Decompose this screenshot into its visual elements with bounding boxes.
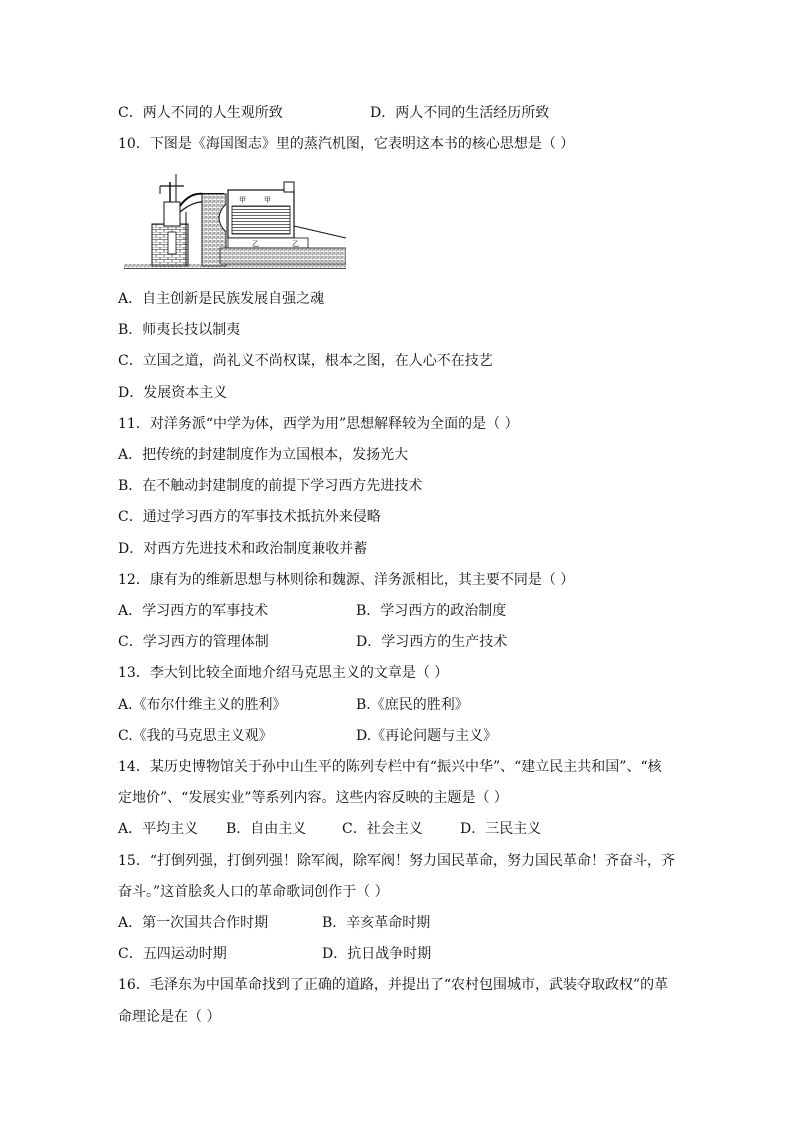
q15-option-c: C．五四运动时期 — [118, 946, 227, 962]
q11-option-b: B．在不触动封建制度的前提下学习西方先进技术 — [118, 478, 423, 494]
figure-label-jia-2: 甲 — [264, 196, 271, 204]
q11-option-d: D．对西方先进技术和政治制度兼收并蓄 — [118, 541, 368, 557]
q15-option-b: B．辛亥革命时期 — [322, 915, 431, 931]
q16-stem-line1: 16．毛泽东为中国革命找到了正确的道路，并提出了“农村包围城市，武装夺取政权”的革 — [118, 977, 669, 993]
q10-option-d: D．发展资本主义 — [118, 385, 228, 401]
q10-option-b: B．师夷长技以制夷 — [118, 322, 241, 338]
q15-option-a: A．第一次国共合作时期 — [118, 915, 269, 931]
q13-stem: 13．李大钊比较全面地介绍马克思主义的文章是（ ） — [118, 665, 449, 681]
q12-options-cd — [118, 633, 718, 651]
q14-stem-line1: 14．某历史博物馆关于孙中山生平的陈列专栏中有“振兴中华”、“建立民主共和国”、“核 — [118, 759, 662, 775]
q12-stem: 12．康有为的维新思想与林则徐和魏源、洋务派相比，其主要不同是（ ） — [118, 572, 575, 588]
q13-options-cd — [118, 727, 718, 745]
q11-option-c: C．通过学习西方的军事技术抵抗外来侵略 — [118, 509, 381, 525]
q14-option-a: A．平均主义 — [118, 821, 199, 837]
q11-stem: 11．对洋务派“中学为体，西学为用”思想解释较为全面的是（ ） — [118, 416, 519, 432]
q13-option-a: A.《布尔什维主义的胜利》 — [118, 697, 287, 713]
q13-option-b: B.《庶民的胜利》 — [356, 697, 469, 713]
q13-option-d: D.《再论问题与主义》 — [356, 728, 498, 744]
q14-stem-line2: 定地价”、“发展实业”等系列内容。这些内容反映的主题是（ ） — [118, 790, 508, 806]
q9-option-d: D．两人不同的生活经历所致 — [370, 105, 550, 121]
q10-option-c: C．立国之道，尚礼义不尚权谋，根本之图，在人心不在技艺 — [118, 353, 493, 369]
q12-option-d: D．学习西方的生产技术 — [356, 634, 508, 650]
steam-engine-figure — [124, 172, 346, 272]
q12-option-b: B．学习西方的政治制度 — [356, 603, 507, 619]
q15-stem-line1: 15．“打倒列强，打倒列强！除军阀，除军阀！努力国民革命，努力国民革命！齐奋斗，齐 — [118, 853, 675, 869]
figure-label-jia-1: 甲 — [239, 196, 246, 204]
steam-engine-illustration — [124, 172, 346, 272]
q15-stem-line2: 奋斗。”这首脍炙人口的革命歌词创作于（ ） — [118, 884, 389, 900]
q14-option-c: C．社会主义 — [342, 821, 423, 837]
q12-option-a: A．学习西方的军事技术 — [118, 603, 269, 619]
q12-option-c: C．学习西方的管理体制 — [118, 634, 269, 650]
q9-options-cd — [118, 104, 718, 122]
q10-option-a: A．自主创新是民族发展自强之魂 — [118, 291, 325, 307]
figure-label-yi-2: 乙 — [292, 240, 299, 248]
q14-option-d: D．三民主义 — [460, 821, 542, 837]
q13-options-ab — [118, 696, 718, 714]
q9-option-c: C．两人不同的人生观所致 — [118, 105, 283, 121]
q12-options-ab — [118, 602, 718, 620]
figure-label-yi-1: 乙 — [252, 240, 259, 248]
q16-stem-line2: 命理论是在（ ） — [118, 1009, 221, 1025]
q15-options-ab — [118, 914, 718, 932]
q10-stem: 10．下图是《海国图志》里的蒸汽机图，它表明这本书的核心思想是（ ） — [118, 136, 575, 152]
q14-option-b: B．自由主义 — [226, 821, 307, 837]
q13-option-c: C.《我的马克思主义观》 — [118, 728, 273, 744]
q15-option-d: D．抗日战争时期 — [322, 946, 432, 962]
q15-options-cd — [118, 945, 718, 963]
q14-options — [118, 820, 718, 838]
q11-option-a: A．把传统的封建制度作为立国根本，发扬光大 — [118, 447, 409, 463]
